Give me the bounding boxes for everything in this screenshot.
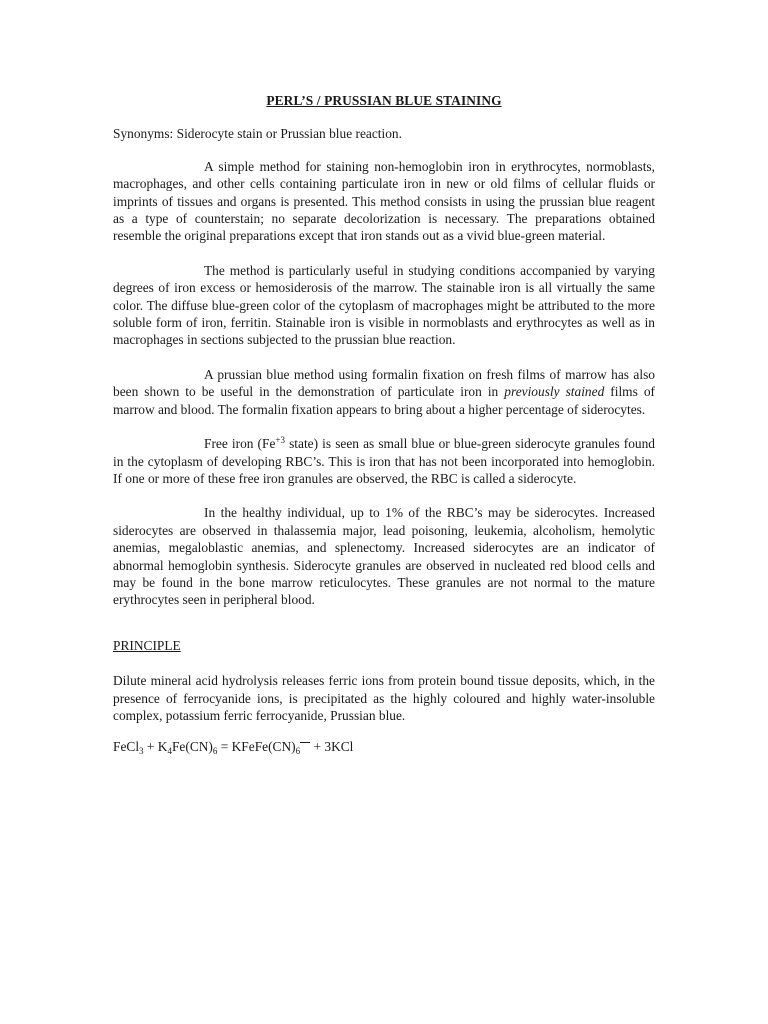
principle-paragraph: Dilute mineral acid hydrolysis releases ferric ions from protein bound tissue deposits, which, in the presence of ferrocyanide ions, is precipitated as the highly coloured and highly water-insoluble complex, potassium ferric ferrocyanide, Prussian blue. [113,673,655,723]
paragraph-formalin-text-2: films of marrow and blood. The formalin fixation appears to bring about a higher percentage of siderocytes. [113,384,655,417]
equation-sub-4: 6 [295,746,301,757]
equation-part-2: + K [143,739,168,755]
paragraph-free-iron-text-2: state) is seen as small blue or blue-green siderocyte granules found in the cytoplasm of developing RBC’s. This is iron that has not been incorporated into hemoglobin. If one or more of these free iron granules are observed, the RBC is called a siderocyte. [113,436,655,486]
paragraph-usefulness: The method is particularly useful in studying conditions accompanied by varying degrees of iron excess or hemosiderosis of the marrow. The stainable iron is all virtually the same color. The diffuse blue-green color of the cytoplasm of macrophages might be attributed to the more soluble form of iron, ferritin. Stainable iron is visible in normoblasts and erythrocytes as well as in macrophages in sections subjected to the prussian blue reaction. [113,262,655,348]
chemical-equation [113,738,655,755]
equation-part-3: Fe(CN) [171,739,213,755]
paragraph-intro: A simple method for staining non-hemoglobin iron in erythrocytes, normoblasts, macrophages, and other cells containing particulate iron in new or old films of cellular fluids or imprints of tissues and organs is presented. This method consists in using the prussian blue reagent as a type of counterstain; no separate decolorization is necessary. The preparations obtained resemble the original preparations except that iron stands out as a vivid blue-green material. [113,158,655,244]
synonyms-line: Synonyms: Siderocyte stain or Prussian blue reaction. [113,126,402,142]
equation-sub-3: 6 [212,746,218,757]
paragraph-free-iron [113,435,655,487]
principle-heading: PRINCIPLE [113,637,181,653]
paragraph-formalin-italic: previously stained [504,384,605,400]
equation-part-4: = KFeFe(CN) [217,739,296,755]
document-page [113,92,655,756]
paragraph-formalin [113,366,655,418]
equation-sub-1: 3 [139,746,144,757]
document-title: PERL’S / PRUSSIAN BLUE STAINING [266,93,502,108]
equation-sub-2: 4 [167,746,172,757]
paragraph-formalin-text-1: A prussian blue method using formalin fixation on fresh films of marrow has also been shown to be useful in the demonstration of particulate iron in [113,366,655,400]
paragraph-healthy: In the healthy individual, up to 1% of the RBC’s may be siderocytes. Increased siderocytes are observed in thalassemia major, lead poisoning, leukemia, alcoholism, hemolytic anemias, megaloblastic anemias, and splenectomy. Increased siderocytes are an indicator of abnormal hemoglobin synthesis. Siderocyte granules are observed in nucleated red blood cells and may be found in the bone marrow reticulocytes. These granules are not normal to the mature erythrocytes seen in peripheral blood. [113,505,655,608]
equation-part-5: + 3KCl [310,739,354,755]
iron-charge-superscript: +3 [275,435,285,446]
equation-part-1: FeCl [113,739,140,755]
paragraph-free-iron-text-1: Free iron (Fe [204,436,276,452]
